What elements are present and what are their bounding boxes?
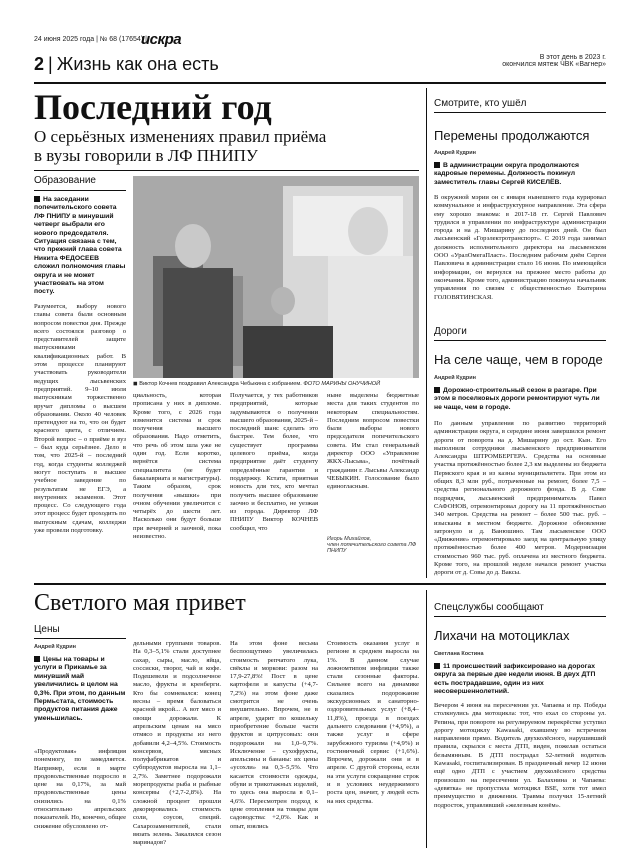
lead-subhead-line2: в вузы говорили в ЛФ ПНИПУ <box>34 146 258 165</box>
bottom-right-lead <box>434 663 606 697</box>
right-top-body: В окружной мэрии он с января нынешнего года курировал коммунальное и инфраструктурное направление. Эта сфера ему хорошо знакома: в 2017-18 гг. Сергей Павлович трудился в управлении по инфраструктуре администрации города и на д. Мишарину до последних дней. Он был лысьвенский «Горэлектротранспорт». С 2019 года занимал должность исполнительного директора на лысьвенском ООО «УралОмегаПласт». Последним рабочим днём Сергея Павловича в администрации стало 16 июня. По имеющейся информации, он вернулся на прежнее место работы до окончания. Кроме того, администрацию покинула начальник управления по связям с общественностью Екатерина ГОЛОВЯТИНСКАЯ. <box>434 194 606 301</box>
bottom-column-divider <box>426 590 427 848</box>
photo-caption-text: Виктор Кочнев поздравил Александра Чебыкина с избранием. <box>139 381 302 387</box>
bottom-left-col4: Стоимость оказания услуг в регионе в среднем выросла на 1%. В данном случае ложномтипом инфляции также стали сезонные факторы. Сильнее всего на динамике сказались подорожание экскурсионных и санаторно-оздоровительных услуг (+8,4–11,8%), проезда в поездах дальнего следования (+4,9%), а также услуг в сфере зарубежного туризма (+4,9%) и гостиничный сервис (+1,6%). Впрочем, дорожали они и в апреле. С другой стороны, если на эти услуги сокращение строк и в условиях неудержимого роста цен, значит, у людей есть на них средства. <box>327 640 419 805</box>
section-header <box>34 54 219 75</box>
bullet-icon <box>34 196 40 202</box>
lead-subhead <box>34 127 326 165</box>
section-divider: | <box>48 54 53 74</box>
history-note-line2: окончился мятеж ЧВК «Вагнер» <box>502 61 606 68</box>
right-mid-lead-text: Дорожно-строительный сезон в разгаре. При этом в поселковых дороги ремонтируют чуть ли не чаще, чем в городе. <box>434 387 600 411</box>
lead-headline: Последний год <box>34 87 272 127</box>
right-top-rubric: Смотрите, кто ушёл <box>434 98 527 109</box>
bottom-left-col3: На этом фоне весьма беспоощутимо увеличилась стоимость репчатого лука, свёклы и моркови: разом на 17,9-27,8%! Пост в цене картофеля и капусты (+4,7-7,2%) на этом фоне даже смотрится не очень внушительно. Впрочем, не в апреле, ударит по кошельку приобретение больше части фруктов и цитрусовых: они подорожали на 1,0–9,7%. Исключение – сухофрукты, апельсины и бананы: их цены «усохли» на 0,3–5,5%. Что касается стоимости одежды, обуви и трикотажных изделий, то здесь она выросла в 0,1–4,6%. Пересмотрен подход к цене отопления на товары для садоводства: +2,0%. Как и опыт, взялись <box>230 640 318 830</box>
bottom-left-lead-text: Цены на товары и услуги в Прикамье за минувший май увеличились в целом на 0,3%. При этом, по данным Пермьстата, стоимость продуктов питания даже уменьшилась. <box>34 656 126 722</box>
right-mid-rule <box>434 340 606 341</box>
right-mid-headline: На селе чаще, чем в городе <box>434 352 603 367</box>
lead-photo <box>133 176 419 378</box>
bottom-right-rubric: Спецслужбы сообщают <box>434 602 544 613</box>
lead-col3: Получается, у тех работников предприятий, которые задумываются о получении высшего образования, 2025-й – последний шанс сделать это быстрее. Тем более, что существует программа целевого приёма, когда предприятие даёт студенту определённые гарантии и поддержку. Кстати, приятная новость для тех, кто мечтал получить высшее образование заочно и бесплатно, не уезжая из города. Директор ЛФ ПНИПУ Виктор КОЧНЕВ сообщил, что <box>230 392 318 532</box>
right-top-author: Андрей Кудрин <box>434 150 476 156</box>
lead-col4-text: ныне выделены бюджетные места для таких студентов по некоторым специальностям. Последним вопросом повестки были выборы нового председателя попечительского совета. Им стал генеральный директор ООО «Управление ЖКХ-Лысьва», почётный гражданин г. Лысьвы Александр ЧЕБЫКИН. Голосование было единогласным. <box>327 392 419 491</box>
bottom-right-headline: Лихачи на мотоциклах <box>434 628 570 643</box>
lead-rubric: Образование <box>34 175 96 186</box>
right-mid-author: Андрей Кудрин <box>434 375 476 381</box>
photo-credit: ФОТО МАРИНЫ ОНУЧИНОЙ <box>303 381 381 387</box>
bottom-right-body: Вечером 4 июня на пересечении ул. Чапаева и пр. Победы столкнулись два мотоцикла: тот, что ехал со стороны ул. Репина, при повороте на регулируемом перекрёстке уступил дорогу мотоциклу Kawasaki, ехавшему во встречном направлении прямо. Водитель двухколёсного, нарушивший правила, скрылся с места ДТП, виден, пожелав остаться безымянным. В ДТП пострадал 52-летний водитель Kawasaki, госпитализирован. В праздничный вечер 12 июня ещё одно ДТП с участием двухколёсного средства произошло на пересечении ул. Балахнина и Чапаева: «девятка» не пропустила мотоцикл BSE, хотя тот имел преимущество в движении. Травмы получил 15-летний подросток, управлявший «железным конём». <box>434 702 606 809</box>
bottom-right-rule <box>434 616 606 617</box>
lead-col2: циальность, которая прописана у них в дипломе. Кроме того, с 2026 года изменится система и срок получения высшего образования. Надо отметить, что речь об этом шла уже не один год. Если коротко, вернётся система специалитета (не будет бакалавриата и магистратуры). Таким образом, срок получения «вышки» при очном обучении увеличится с четырёх до шести лет. Насколько они будут больше при вечерней и заочной, пока неизвестно. <box>133 392 221 541</box>
bottom-left-col2: дельными группами товаров. На 0,3–5,1% стали доступнее сахар, сыры, масло, яйца, соссиски, творог, чай и кофе. Подешевели и подсолнечное масло, фрукты и кренберги. Кто бы сомневался: конец весны – время баловаться красной икрой... А вот мясо и овощи дорожали. К апрельским ценам на мясо отмясо и продукты из него добавили 4,2–4,5%. Стоимость консервов, мясных полуфабрикатов и субпродуктов выросла на 1,1–2,7%. Заметнее подорожали морепродукты рыба и рыбные консервы (+2,7-2,8%). На сложной процент прошли декорировались стоимость соли, соусов, специй. Сахарозаменителей, стали вязать зелень. Закалился сезон маринадов? <box>133 640 221 847</box>
camera-icon: ◼ <box>133 381 138 387</box>
bottom-rubric-rule <box>34 638 126 639</box>
history-note-line1: В этот день в 2023 г. <box>539 54 606 61</box>
history-note <box>502 54 606 68</box>
bottom-right-author: Светлана Костина <box>434 651 484 657</box>
section-number: 2 <box>34 54 45 74</box>
bullet-icon <box>434 162 440 168</box>
bullet-icon <box>434 663 440 669</box>
right-top-lead-text: В администрации округа продолжаются кадровые перемены. Должность покинул заместитель главы Сергей КИСЕЛЁВ. <box>434 162 579 186</box>
right-top-headline: Перемены продолжаются <box>434 128 590 143</box>
bottom-left-col1: «Продуктовая» инфляция понемногу, по замедляется. Например, если в марте продовольственные подросло в цене на 0,17%, за май продовольственные цены снизились на 0,1% относительно апрельских показателей. Но, конечно, общее снижение обусловлено от- <box>34 748 126 830</box>
right-top-rule <box>434 112 606 113</box>
section-title: Жизнь как она есть <box>56 54 219 74</box>
photo-illustration <box>133 176 419 378</box>
right-top-lead <box>434 162 606 187</box>
right-mid-lead <box>434 387 606 412</box>
column-divider <box>426 88 427 578</box>
lead-col4-author: Игорь Михайлов, <box>327 536 372 542</box>
lead-col4 <box>327 392 419 554</box>
rubric-rule <box>34 190 126 191</box>
newspaper-logo: искра <box>141 31 182 48</box>
issue-date: 24 июня 2025 года | № 68 (17654) | <box>34 36 147 43</box>
lead-col1: Разумеется, выбору нового главы совета были основным вопросом повестки дня. Прежде всего состоялся разговор о представителей защите выпускниками квалификационных работ. В этом процессе планируют участвовать руководители ведущих лысьвенских предприятий. 9–10 июля выпускникам торжественно вручат дипломы о высшем образовании. Около 40 человек претендуют на то, что он будет красного цвета, с отличием. Второй вопрос – о приёме в вуз – был куда серьёзнее. Дело в том, что 2025-й – последний год, когда студенты колледжей могут поступать в высшее учебное заведение по результатам не ЕГЭ, а внутренних экзаменов. Этот процесс. Со следующего года этот процесс будет проходить по выпускным сдачам, колледжи уже провели подготовку. <box>34 303 126 535</box>
bottom-left-headline: Светлого мая привет <box>34 590 246 616</box>
bullet-icon <box>434 387 440 393</box>
bottom-rule <box>34 583 606 585</box>
right-mid-rubric: Дороги <box>434 326 467 337</box>
photo-caption <box>133 381 380 387</box>
bottom-right-lead-text: 11 происшествий зафиксировано на дорогах округа за первые две недели июня. В двух ДТП есть пострадавшие, один из них несовершеннолетний. <box>434 663 596 696</box>
lead-rule <box>34 170 419 171</box>
bottom-left-lead <box>34 656 126 723</box>
lead-col4-author-role: член попечительского совета ЛФ ПНИПУ <box>327 542 417 554</box>
lead-intro <box>34 196 126 297</box>
bullet-icon <box>34 656 40 662</box>
bottom-left-author: Андрей Кудрин <box>34 644 76 650</box>
lead-subhead-line1: О серьёзных изменениях правил приёма <box>34 127 327 146</box>
lead-intro-text: На заседании попечительского совета ЛФ ПНИПУ в минувший четверг выбрали его нового председателя. Ситуация связана с тем, что прежний глава совета Никита ФЕДОСЕЕВ сложил полномочия главы округа и не может участвовать на этом посту. <box>34 196 126 296</box>
header-rule <box>34 82 606 84</box>
right-mid-body: По данным управления по развитию территорий администрации округа, в середине июня завершился ремонт дороги от поворота на д. Мишарину до ост. Кын. Его выполнили сотрудники лысьвенского предпринимателя Александра ШТРОМБЕРГЕРА. Средства на основные участка протяжённостью более 2,3 км выделены из бюджета Пермского края и из казны муниципалитета. При этом из общих 8,3 млн руб., потраченные на ремонт, более 7,5 – средства регионального дорожного фонда. В д. Сове подрядчик, лысьвенский предприниматель Павел САФОНОВ, отремонтировал дорогу на 11 протяжённостью 340 метров. Средства на ремонт – более 500 тыс. руб. – изысканы в местном бюджете. Дорожное обновление затронуло и д. Ванюшино. Там лысьвенское ООО «Движение» отремонтировало заезд на центральную улицу протяжённостью более 400 метров. Модернизация стоимостью 960 тыс. руб. оплачена из местного бюджета. Кроме того, на прошлой неделе начался ремонт участка дороги от д. Совы до д. Ваксы. <box>434 420 606 577</box>
bottom-left-rubric: Цены <box>34 624 60 635</box>
